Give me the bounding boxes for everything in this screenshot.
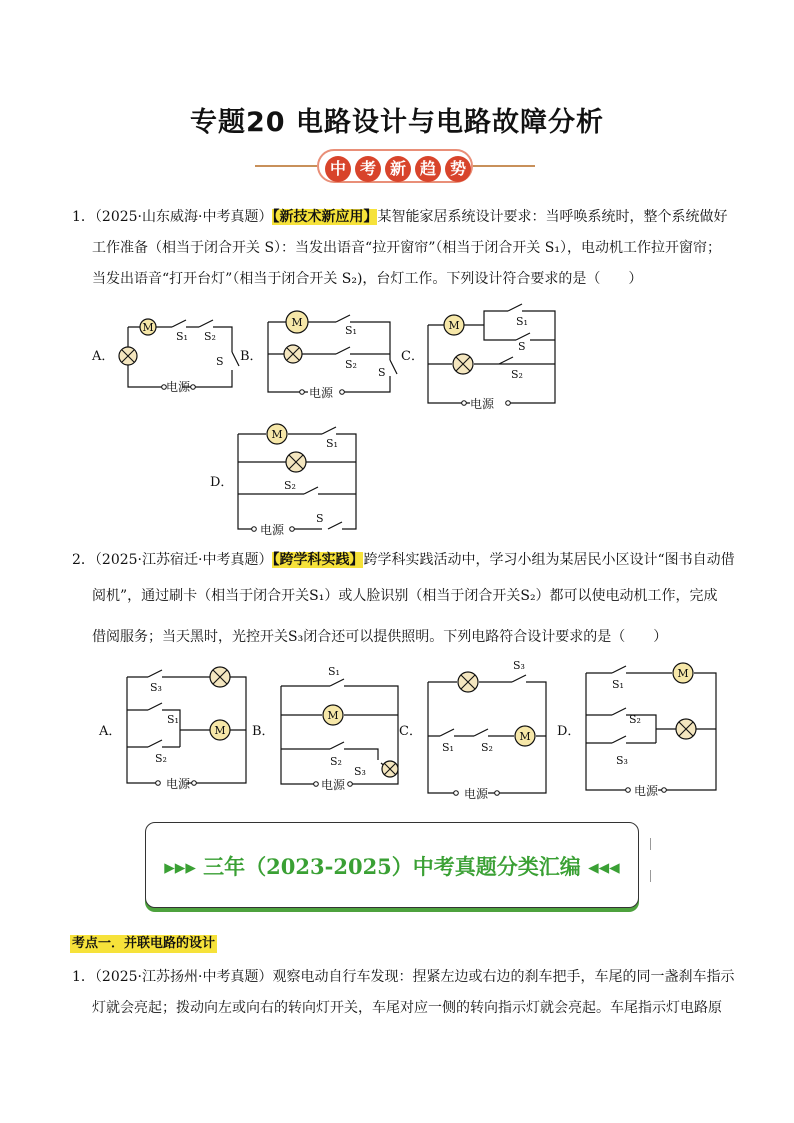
switch-label: S (378, 366, 386, 379)
motor-label: M (214, 724, 226, 737)
switch-label: S₁ (326, 437, 338, 450)
switch-label: S₂ (345, 358, 357, 371)
q1-source: （2025·山东威海·中考真题） (94, 209, 273, 225)
switch-label: S (518, 340, 526, 353)
motor-label: M (291, 316, 303, 329)
power-label: 电源 (166, 380, 191, 394)
q2-source: （2025·江苏宿迁·中考真题） (94, 552, 273, 568)
q3-line1 (72, 967, 734, 987)
q2-number: 2． (72, 552, 95, 568)
trend-char: 势 (445, 156, 471, 182)
section-label: 考点一．并联电路的设计 (72, 936, 216, 951)
divider (650, 838, 651, 850)
q3-line2: 灯就会亮起；拨动向左或向右的转向灯开关，车尾对应一侧的转向指示灯就会亮起。车尾指示灯电路原 (92, 1000, 722, 1016)
q2-line2: 阅机”，通过刷卡（相当于闭合开关S₁）或人脸识别（相当于闭合开关S₂）都可以使电动机工作，完成 (92, 588, 718, 604)
option-c: C． (401, 349, 424, 364)
option-a: A． (99, 724, 122, 739)
power-label: 电源 (321, 778, 346, 792)
q1-line3: 当发出语音“打开台灯”（相当于闭合开关 S₂)，台灯工作。下列设计符合要求的是（ ） (92, 271, 643, 287)
power-label: 电源 (166, 777, 191, 791)
q2-tag: 【跨学科实践】 (272, 552, 364, 568)
switch-label: S₁ (516, 315, 528, 328)
option-c: C． (399, 724, 422, 739)
switch-label: S₁ (612, 678, 624, 691)
trend-char: 新 (385, 156, 411, 182)
trend-char: 中 (325, 156, 351, 182)
switch-label: S₂ (155, 752, 167, 765)
motor-label: M (677, 667, 689, 680)
switch-label: S₂ (204, 330, 216, 343)
motor-label: M (271, 428, 283, 441)
page-title: 专题20 电路设计与电路故障分析 (190, 107, 604, 138)
q1-text: 某智能家居系统设计要求：当呼唤系统时，整个系统做好 (377, 209, 728, 225)
trend-char: 趋 (415, 156, 441, 182)
switch-label: S₁ (345, 324, 357, 337)
option-b: B． (252, 724, 275, 739)
power-label: 电源 (260, 523, 285, 537)
trend-badge (255, 148, 535, 184)
switch-label: S₂ (284, 479, 296, 492)
banner-text: ▸▸▸ 三年（2023-2025）中考真题分类汇编 ◂◂◂ (164, 854, 620, 879)
switch-label: S₁ (442, 741, 454, 754)
motor-label: M (327, 709, 339, 722)
q2-line3: 借阅服务；当天黑时，光控开关S₃闭合还可以提供照明。下列电路符合设计要求的是（ ） (92, 629, 668, 645)
motor-label: M (448, 319, 460, 332)
q2-line1 (72, 550, 735, 570)
switch-label: S₁ (328, 665, 340, 678)
switch-label: S₁ (167, 713, 179, 726)
switch-label: S (316, 512, 324, 525)
q1-line1 (72, 207, 727, 227)
switch-label: S₃ (354, 765, 366, 778)
option-d: D． (557, 724, 581, 739)
power-label: 电源 (470, 397, 495, 411)
trend-char: 考 (355, 156, 381, 182)
divider (650, 870, 651, 882)
switch-label: S (216, 355, 224, 368)
switch-label: S₃ (616, 754, 628, 767)
switch-label: S₃ (513, 659, 525, 672)
q1-tag: 【新技术新应用】 (272, 209, 378, 225)
q3-number: 1． (72, 969, 95, 985)
switch-label: S₁ (176, 330, 188, 343)
q2-text: 跨学科实践活动中，学习小组为某居民小区设计“图书自动借 (363, 552, 735, 568)
q3-source: （2025·江苏扬州·中考真题） (94, 969, 273, 985)
option-a: A． (92, 349, 115, 364)
power-label: 电源 (464, 787, 489, 801)
power-label: 电源 (634, 784, 659, 798)
q3-text: 观察电动自行车发现：捏紧左边或右边的刹车把手，车尾的同一盏刹车指示 (272, 969, 735, 985)
switch-label: S₂ (511, 368, 523, 381)
motor-label: M (519, 730, 531, 743)
switch-label: S₂ (481, 741, 493, 754)
q1-circuits (0, 300, 794, 545)
q1-number: 1． (72, 209, 95, 225)
switch-label: S₂ (330, 755, 342, 768)
option-b: B． (240, 349, 263, 364)
switch-label: S₃ (150, 681, 162, 694)
motor-label: M (142, 321, 154, 334)
switch-label: S₂ (629, 713, 641, 726)
q2-circuits (0, 655, 794, 805)
option-d: D． (210, 475, 234, 490)
q1-line2: 工作准备（相当于闭合开关 S）：当发出语音“拉开窗帘”（相当于闭合开关 S₁），电动机工作拉开窗帘； (92, 240, 722, 256)
section-banner (145, 822, 639, 908)
power-label: 电源 (309, 386, 334, 400)
